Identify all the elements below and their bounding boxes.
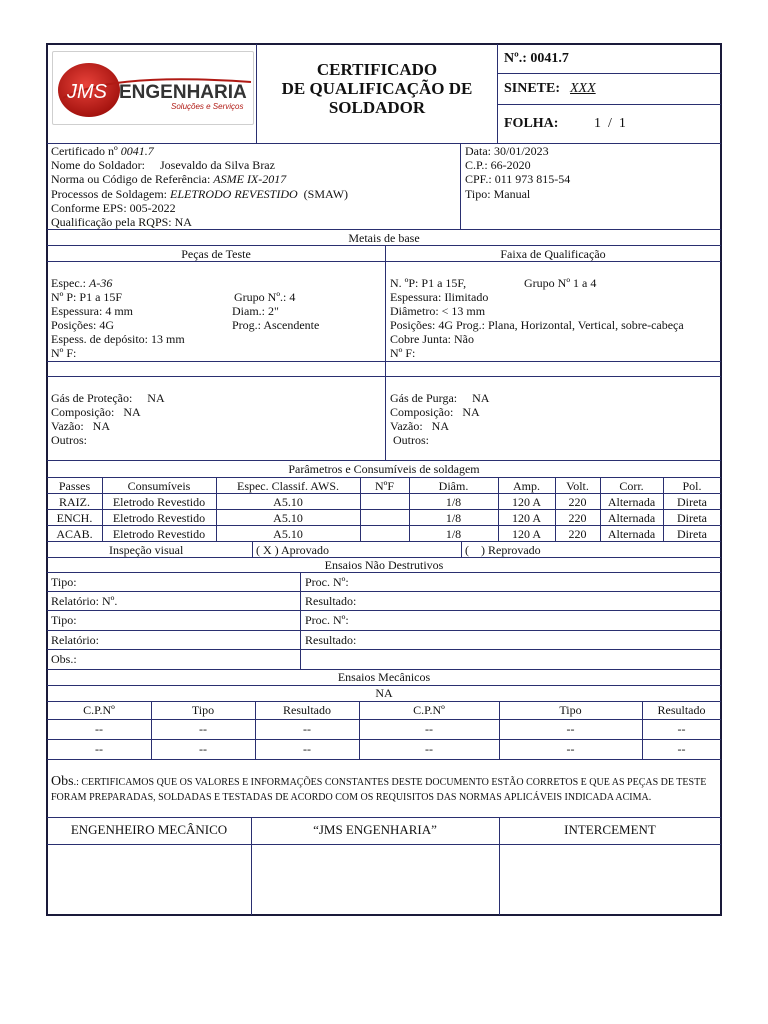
divider <box>47 460 721 461</box>
acab-amp: 120 A <box>511 527 541 541</box>
date-line: Data: 30/01/2023 <box>465 144 549 158</box>
mec-cell: -- <box>95 722 103 736</box>
welder-name: Nome do Soldador: Josevaldo da Silva Braz <box>51 158 275 172</box>
end-resultado-1: Resultado: <box>305 594 357 608</box>
title-line-3: SOLDADOR <box>328 98 426 117</box>
purga-gas: Gás de Purga: NA <box>390 391 490 405</box>
col-header-corr: Corr. <box>619 479 644 493</box>
mec-cell: -- <box>95 742 103 756</box>
divider <box>497 104 721 105</box>
cert-number-line <box>51 144 154 158</box>
ench-pol: Direta <box>677 511 707 525</box>
divider <box>47 817 721 818</box>
end-resultado-2: Resultado: <box>305 633 357 647</box>
left-deposito: Espess. de depósito: 13 mm <box>51 332 185 346</box>
divider <box>497 44 498 144</box>
divider <box>252 541 253 557</box>
sinete-value: XXX <box>570 81 596 96</box>
cert-value: 0041.7 <box>120 144 154 158</box>
eps-line: Conforme EPS: 005-2022 <box>51 201 176 215</box>
observation-text <box>51 774 716 805</box>
obs-label: Obs <box>51 774 74 789</box>
norma-line <box>51 172 286 186</box>
left-prog: Prog.: Ascendente <box>232 318 320 332</box>
signature-intercement: INTERCEMENT <box>564 822 656 837</box>
ench-corr: Alternada <box>607 511 656 525</box>
title-line-2: DE QUALIFICAÇÃO DE <box>281 79 473 98</box>
mec-header-cp-2: C.P.Nº <box>413 703 445 717</box>
aprovado-option: ( X ) Aprovado <box>256 543 329 557</box>
divider <box>47 541 721 542</box>
raiz-diam: 1/8 <box>445 495 462 509</box>
divider <box>461 541 462 557</box>
col-header-passes: Passes <box>58 479 91 493</box>
col-header-volt: Volt. <box>566 479 589 493</box>
ench-volt: 220 <box>568 511 587 525</box>
acab-pol: Direta <box>677 527 707 541</box>
reprovado-option: ( ) Reprovado <box>465 543 541 557</box>
cpf-line: CPF.: 011 973 815-54 <box>465 172 571 186</box>
right-diametro: Diâmetro: < 13 mm <box>390 304 486 318</box>
right-grupo: Grupo Nº 1 a 4 <box>524 276 597 290</box>
raiz-volt: 220 <box>568 495 587 509</box>
right-espessura: Espessura: Ilimitado <box>390 290 489 304</box>
col-header-diam: Diâm. <box>438 479 469 493</box>
espec-line <box>51 276 112 290</box>
acab-consumivel: Eletrodo Revestido <box>112 527 206 541</box>
end-tipo-2: Tipo: <box>51 613 77 627</box>
mec-cell: -- <box>303 742 311 756</box>
ench-aws: A5.10 <box>273 511 303 525</box>
gas-vazao: Vazão: NA <box>51 419 110 433</box>
raiz-aws: A5.10 <box>273 495 303 509</box>
col-header-nf: NºF <box>374 479 395 493</box>
mec-cell: -- <box>425 722 433 736</box>
right-posicoes: Posições: 4G Prog.: Plana, Horizontal, Vertical, sobre-cabeça <box>390 318 684 332</box>
purga-outros: Outros: <box>390 433 429 447</box>
norma-value: ASME IX-2017 <box>213 172 287 186</box>
divider <box>47 525 721 526</box>
certificate-number: Nº.: 0041.7 <box>504 51 569 66</box>
divider <box>47 701 721 702</box>
divider <box>47 630 721 631</box>
mec-title: Ensaios Mecânicos <box>337 670 431 684</box>
espec-value: A-36 <box>89 276 113 290</box>
acab-corr: Alternada <box>607 527 656 541</box>
end-proc-2: Proc. Nº: <box>305 613 349 627</box>
divider <box>47 759 721 760</box>
folha-label: FOLHA: <box>504 116 559 131</box>
right-nf: Nº F: <box>390 346 416 360</box>
col-header-amp: Amp. <box>513 479 540 493</box>
raiz-corr: Alternada <box>607 495 656 509</box>
divider <box>47 376 721 377</box>
tipo-line: Tipo: Manual <box>465 187 531 201</box>
divider <box>47 591 721 592</box>
divider <box>47 719 721 720</box>
end-obs: Obs.: <box>51 652 77 666</box>
mec-header-tipo-2: Tipo <box>559 703 582 717</box>
mec-cell: -- <box>677 742 686 756</box>
right-cobre: Cobre Junta: Não <box>390 332 474 346</box>
divider <box>47 493 721 494</box>
divider <box>47 477 721 478</box>
mec-cell: -- <box>199 742 207 756</box>
mec-cell: -- <box>677 722 686 736</box>
process-line <box>51 187 348 201</box>
divider <box>300 572 301 669</box>
raiz-pol: Direta <box>677 495 707 509</box>
col-header-pol: Pol. <box>682 479 702 493</box>
divider <box>47 739 721 740</box>
left-posicoes: Posições: 4G <box>51 318 114 332</box>
logo-jms-text: JMS <box>67 81 107 103</box>
ench-pass: ENCH. <box>56 511 93 525</box>
process-label: Processos de Soldagem: <box>51 187 167 201</box>
gas-outros: Outros: <box>51 433 87 447</box>
end-relatorio-1: Relatório: Nº. <box>51 594 118 608</box>
signature-jms: “JMS ENGENHARIA” <box>313 822 437 837</box>
divider <box>460 143 461 229</box>
divider <box>47 229 721 230</box>
gas-composicao: Composição: NA <box>51 405 141 419</box>
raiz-consumivel: Eletrodo Revestido <box>112 495 206 509</box>
divider <box>385 245 386 460</box>
purga-vazao: Vazão: NA <box>390 419 449 433</box>
raiz-pass: RAIZ. <box>59 495 90 509</box>
end-proc-1: Proc. Nº: <box>305 575 349 589</box>
mec-header-tipo-1: Tipo <box>191 703 215 717</box>
purga-composicao: Composição: NA <box>390 405 480 419</box>
divider <box>497 73 721 74</box>
mec-na: NA <box>375 686 393 700</box>
divider <box>47 261 721 262</box>
raiz-amp: 120 A <box>511 495 541 509</box>
ench-diam: 1/8 <box>445 511 462 525</box>
left-np: Nº P: P1 a 15F <box>51 290 123 304</box>
metais-title: Metais de base <box>348 231 420 245</box>
pecas-teste-title: Peças de Teste <box>181 247 251 261</box>
norma-label: Norma ou Código de Referência: <box>51 172 211 186</box>
ench-amp: 120 A <box>511 511 541 525</box>
logo-tagline: Soluções e Serviços <box>171 102 244 111</box>
document-title <box>257 60 497 117</box>
mec-cell: -- <box>425 742 433 756</box>
process-code: (SMAW) <box>303 187 349 201</box>
divider <box>47 649 721 650</box>
end-tipo-1: Tipo: <box>51 575 77 589</box>
divider <box>47 509 721 510</box>
gas-protecao: Gás de Proteção: NA <box>51 391 165 405</box>
mec-header-resultado-2: Resultado <box>657 703 706 717</box>
right-np: N. ºP: P1 a 15F, <box>390 276 467 290</box>
mec-header-cp-1: C.P.Nº <box>83 703 115 717</box>
divider <box>47 610 721 611</box>
inspecao-visual-label: Inspeção visual <box>109 543 184 557</box>
mec-cell: -- <box>303 722 311 736</box>
obs-body: .: CERTIFICAMOS QUE OS VALORES E INFORMAÇÕES CONSTANTES DESTE DOCUMENTO ESTÃO CORRETOS E QUE AS PEÇAS DE TESTE FORAM PREPARADAS, SOLDADAS E TESTADAS DE ACORDO COM OS REQUISITOS DAS NORMAS APLICÁVEIS INDICADA ACIMA. <box>51 777 707 803</box>
left-grupo: Grupo Nº.: 4 <box>234 290 296 304</box>
ench-consumivel: Eletrodo Revestido <box>112 511 206 525</box>
logo-brand-text: ENGENHARIA <box>119 82 247 103</box>
divider <box>47 572 721 573</box>
divider <box>47 844 721 845</box>
acab-pass: ACAB. <box>56 527 93 541</box>
col-header-consumiveis: Consumíveis <box>127 479 191 493</box>
company-logo <box>52 51 254 125</box>
folha-value: 1 / 1 <box>594 116 626 131</box>
mec-cell: -- <box>199 722 207 736</box>
cert-label: Certificado nº <box>51 144 118 158</box>
divider <box>47 245 721 246</box>
acab-diam: 1/8 <box>445 527 462 541</box>
left-nf: Nº F: <box>51 346 77 360</box>
faixa-qualificacao-title: Faixa de Qualificação <box>500 247 606 261</box>
signature-engenheiro: ENGENHEIRO MECÂNICO <box>70 822 228 837</box>
sinete-label: SINETE: <box>504 81 561 96</box>
mec-header-resultado-1: Resultado <box>283 703 331 717</box>
cp-line: C.P.: 66-2020 <box>465 158 531 172</box>
params-title: Parâmetros e Consumíveis de soldagem <box>288 462 480 476</box>
end-title: Ensaios Não Destrutivos <box>324 558 444 572</box>
mec-cell: -- <box>566 742 575 756</box>
process-value: ELETRODO REVESTIDO <box>170 187 298 201</box>
end-relatorio-2: Relatório: <box>51 633 99 647</box>
mec-cell: -- <box>566 722 575 736</box>
divider <box>47 361 721 362</box>
col-header-aws: Espec. Classif. AWS. <box>236 479 340 493</box>
espec-label: Espec.: <box>51 276 86 290</box>
left-espessura: Espessura: 4 mm <box>51 304 133 318</box>
left-diam: Diam.: 2" <box>232 304 279 318</box>
title-line-1: CERTIFICADO <box>316 60 438 79</box>
rqps-line: Qualificação pela RQPS: NA <box>51 215 192 229</box>
acab-aws: A5.10 <box>273 527 303 541</box>
acab-volt: 220 <box>568 527 587 541</box>
